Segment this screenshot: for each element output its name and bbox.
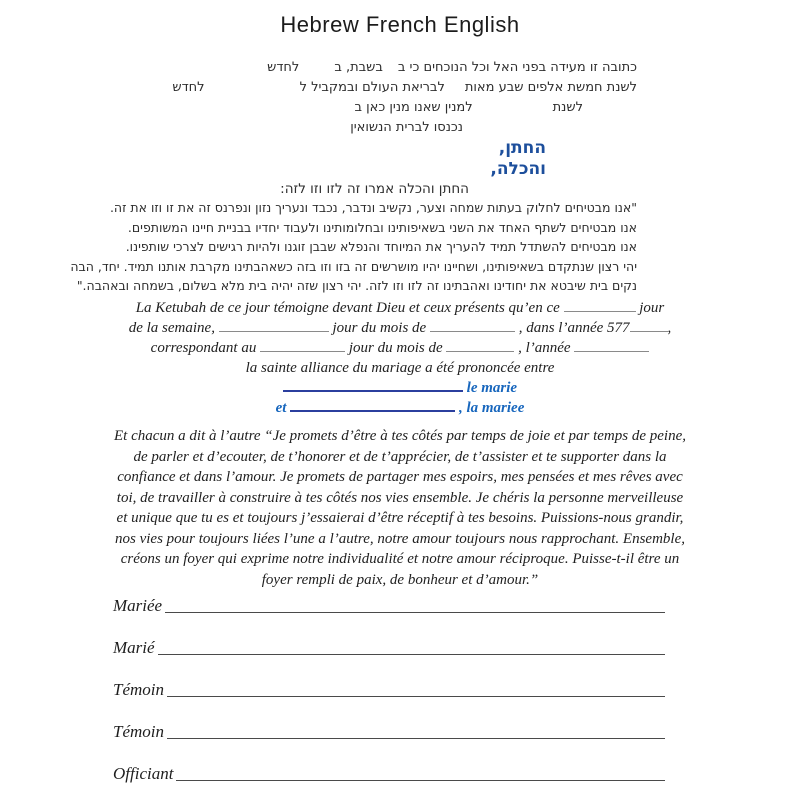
french-vows-paragraph [100,426,700,590]
french-blank-hebrew-year [630,331,668,332]
signature-label-groom: Marié [113,638,155,657]
signature-row-witness-2 [113,716,665,742]
signature-section [113,590,665,800]
french-vow-line: créons un foyer qui exprime notre individualité et notre amour réciproque. Puisse-t-il être un [120,551,680,567]
french-vow-line: et unique que tu es et toujours j’essaierai d’être réceptif à tes besoins. Puissions-nous grandir, [116,510,684,526]
french-vow-line: foyer rempli de paix, de bonheur et d’amour.” [261,571,539,588]
french-date-line-3-text-c: , l’année [518,340,571,356]
signature-line-witness-1 [167,696,665,697]
french-date-line-1-text-a: La Ketubah de ce jour témoigne devant Dieu et ceux présents qu’en ce [135,300,560,316]
french-date-line-2-text-c: , dans l’année 577 [518,320,630,336]
hebrew-date-line-3-text-a: לשנת [552,100,583,115]
french-date-line-3 [100,338,700,358]
hebrew-groom-title: החתן, [498,138,546,158]
french-alliance-line: la sainte alliance du mariage a été prononcée entre [245,360,555,376]
hebrew-date-line-2-text-a: לשנת חמשת אלפים שבע מאות [464,80,637,95]
french-date-line-3-text-a: correspondant au [150,340,257,356]
french-date-line-2-text-b: jour du mois de [332,320,427,336]
french-date-line-1-text-b: jour [639,300,665,316]
hebrew-date-line-1-text-b: בשבת, ב [334,60,383,75]
bride-prefix-label: et [275,400,287,416]
french-vow-line: nos vies pour toujours liées l’une a l’autre, notre amour toujours nous rapprochant. Ensemble, [115,530,685,547]
signature-row-officiant [113,758,665,784]
hebrew-date-line-2 [117,78,637,98]
groom-name-blank [283,390,463,392]
hebrew-vow-line: "אנו מבטיחים לחלוק בעתות שמחה וצער, נקשיב ונדבר, נכבד ונעריך נזון ונפרנס זה את זו וזו את זה. [109,200,637,215]
french-blank-civil-month [446,351,514,352]
hebrew-date-line-3 [117,98,583,118]
french-date-line-2-text-a: de la semaine, [128,320,215,336]
hebrew-section [70,58,637,296]
hebrew-date-line-1 [117,58,637,78]
signature-row-groom [113,632,665,658]
french-blank-civil-year [574,351,649,352]
signature-line-bride [165,612,665,613]
french-date-line-2-text-d: , [667,320,672,336]
french-blank-day [219,331,329,332]
french-blank-civil-day [260,351,345,352]
groom-name-line [100,378,700,398]
bride-label: , la mariee [458,400,525,416]
hebrew-said-line: החתן והכלה אמרו זה לזו וזו לזה: [280,181,469,197]
signature-row-witness-1 [113,674,665,700]
hebrew-vow-line: אנו מבטיחים להשתדל תמיד להעריך את המיוחד והנפלא שבבן זוגנו ולהיות רגישים לצרכי שותפינו. [125,239,637,255]
hebrew-date-line-2-text-c: לחדש [172,80,205,95]
signature-row-bride [113,590,665,616]
french-vow-line: confiance et dans l’amour. Je promets de partager mes espoirs, mes pensées et mes rêves avec [117,469,683,485]
bride-name-blank [290,410,455,412]
french-date-line-3-text-b: jour du mois de [348,340,443,356]
groom-label: le marie [466,380,518,396]
signature-line-witness-2 [167,738,665,739]
french-blank-weekday [564,311,636,312]
signature-line-groom [158,654,665,655]
hebrew-date-line-3-text-b: למנין שאנו מנין כאן ב [354,100,473,115]
french-date-line-1 [100,298,700,318]
french-blank-month [430,331,515,332]
hebrew-vow-line: אנו מבטיחים לשתף האחד את השני בשאיפותינו ובחלומותינו ולעבוד יחדיו בבניית חיינו המשותפים. [127,219,637,235]
hebrew-date-line-1-text-a: כתובה זו מעידה בפני האל וכל הנוכחים כי ב [397,60,637,75]
french-vow-line: de parler et d’ecouter, de t’honorer et de t’apprécier, de t’assister et te supporter dans la [133,448,667,465]
signature-line-officiant [176,780,665,781]
signature-label-bride: Mariée [113,596,163,615]
hebrew-vow-line: יהי רצון שנתקדם בשאיפותינו, ושחיינו יהיו מושרשים זה בזו וזו בזה כשאהבתינו מקרבת אותנו תמיד. יחד, הבה [70,258,637,274]
french-date-line-2 [100,318,700,338]
signature-label-witness-1: Témoin [113,680,164,699]
hebrew-entered-line: נכנסו לברית הנשואין [350,120,463,135]
bride-name-line [100,398,700,418]
hebrew-vow-line: נקים בית שיבטא את יחודינו ואהבתינו זה לזו וזו לזה. יהי רצון שזה יהיה בית מלא בשלום, בשמחה ובאהבה." [76,278,637,294]
hebrew-date-line-2-text-b: לבריאת העולם ובמקביל ל [299,80,445,95]
french-vow-line: Et chacun a dit à l’autre “Je promets d’être à tes côtés par temps de joie et par temps de peine, [114,428,686,444]
hebrew-vows-paragraph [70,198,637,296]
signature-label-witness-2: Témoin [113,722,164,741]
french-date-section [100,298,700,418]
hebrew-bride-title: והכלה, [490,159,546,179]
hebrew-date-line-1-text-c: לחדש [267,60,300,75]
french-vow-line: toi, de travailler à construire à tes côtés nos vies ensemble. Je chéris la personne merveilleuse [116,489,684,506]
signature-label-officiant: Officiant [113,764,174,783]
page-title: Hebrew French English [280,12,520,37]
